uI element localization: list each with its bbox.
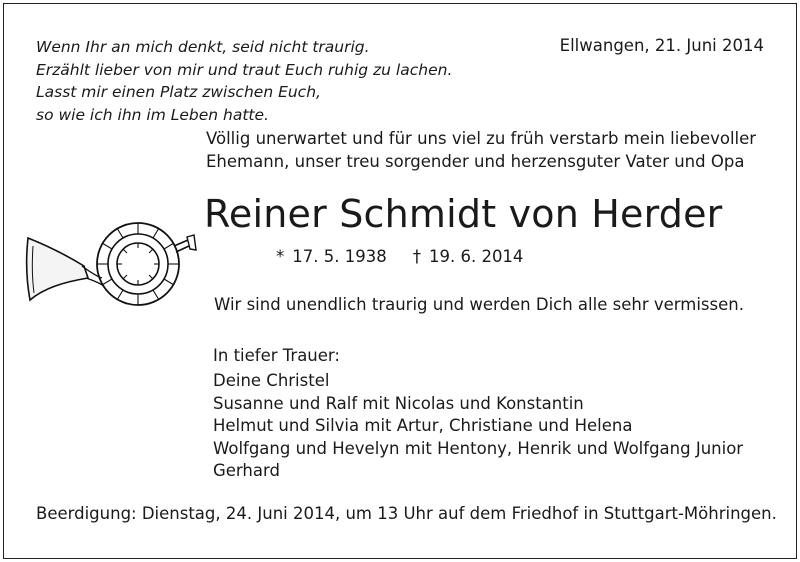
poem xyxy=(36,36,452,126)
death-date xyxy=(413,247,524,266)
poem-line: so wie ich ihn im Leben hatte. xyxy=(36,105,269,124)
mourning-heading: In tiefer Trauer: xyxy=(213,346,340,365)
death-cross-icon: † xyxy=(412,247,421,266)
deceased-name: Reiner Schmidt von Herder xyxy=(204,192,723,236)
place-and-date: Ellwangen, 21. Juni 2014 xyxy=(559,36,764,55)
mourner-entry: Helmut und Silvia mit Artur, Christiane und Helena xyxy=(213,416,633,435)
poem-line: Erzählt lieber von mir und traut Euch ruhig zu lachen. xyxy=(36,60,453,79)
birth-date-value: 17. 5. 1938 xyxy=(292,247,387,266)
mourner-entry: Wolfgang und Hevelyn mit Hentony, Henrik und Wolfgang Junior xyxy=(213,438,744,458)
mourners-list xyxy=(213,370,743,483)
intro-text xyxy=(206,128,756,173)
intro-line: Völlig unerwartet und für uns viel zu früh verstarb mein liebevoller xyxy=(206,129,757,148)
funeral-details: Beerdigung: Dienstag, 24. Juni 2014, um 13 Uhr auf dem Friedhof in Stuttgart-Möhringen. xyxy=(36,504,777,523)
poem-line: Wenn Ihr an mich denkt, seid nicht traurig. xyxy=(36,38,370,56)
post-horn-icon xyxy=(24,216,198,316)
intro-line: Ehemann, unser treu sorgender und herzensguter Vater und Opa xyxy=(206,151,745,171)
birth-star-icon: * xyxy=(276,247,285,266)
poem-line: Lasst mir einen Platz zwischen Euch, xyxy=(36,83,321,101)
farewell-message: Wir sind unendlich traurig und werden Dich alle sehr vermissen. xyxy=(214,295,744,314)
mourner-entry: Gerhard xyxy=(213,461,280,480)
mourner-entry: Deine Christel xyxy=(213,371,330,390)
mourner-entry: Susanne und Ralf mit Nicolas und Konstantin xyxy=(213,393,584,413)
birth-date xyxy=(276,247,387,266)
life-dates xyxy=(276,247,523,266)
death-date-value: 19. 6. 2014 xyxy=(428,247,524,266)
